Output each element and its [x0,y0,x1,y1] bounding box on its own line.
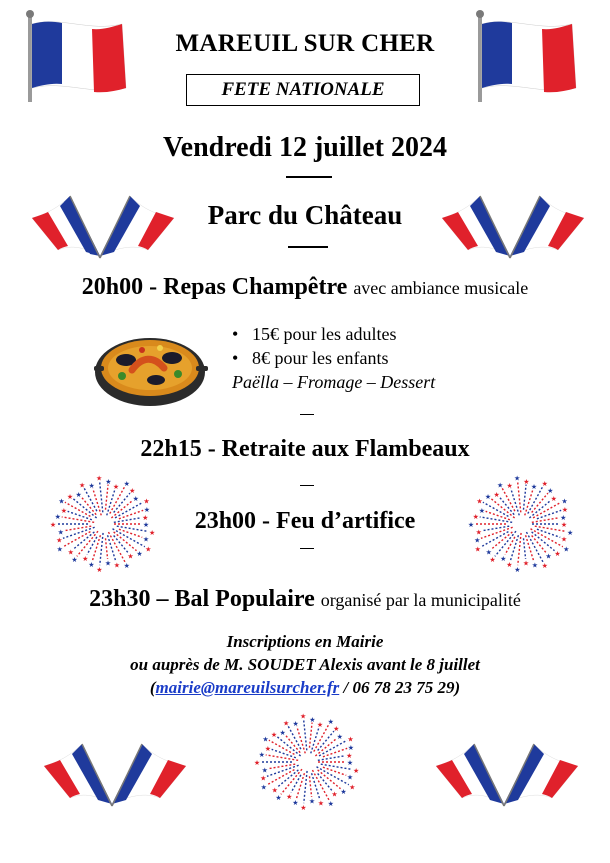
svg-text:★: ★ [530,482,538,491]
svg-text:★: ★ [71,556,78,565]
svg-text:★: ★ [476,497,483,506]
svg-text:★: ★ [506,482,513,491]
svg-text:★: ★ [56,536,63,545]
svg-text:★: ★ [541,562,548,571]
svg-text:★: ★ [567,529,574,538]
svg-text:★: ★ [57,528,64,537]
svg-text:★: ★ [82,554,89,563]
svg-text:★: ★ [554,550,561,559]
svg-text:★: ★ [493,490,500,499]
svg-text:★: ★ [514,474,521,483]
svg-text:★: ★ [260,783,267,792]
svg-text:★: ★ [349,783,356,792]
svg-text:★: ★ [253,759,261,767]
svg-text:★: ★ [484,493,492,502]
svg-text:★: ★ [75,490,82,499]
svg-text:★: ★ [560,535,568,544]
svg-text:★: ★ [346,759,354,767]
svg-text:★: ★ [54,513,61,522]
price-item: • 15€ pour les adultes [232,322,396,346]
svg-text:★: ★ [60,507,68,516]
svg-text:★: ★ [260,774,267,783]
svg-text:★: ★ [327,717,334,726]
event-extra: organisé par la municipalité [320,590,521,610]
svg-text:★: ★ [346,752,353,761]
fireworks-icon [252,712,364,820]
svg-text:★: ★ [271,786,278,795]
svg-text:★: ★ [49,521,57,529]
svg-text:★: ★ [96,474,103,483]
phone: / 06 78 23 75 29) [339,678,461,697]
event-item [0,508,610,538]
svg-text:★: ★ [56,545,63,554]
svg-text:★: ★ [112,482,120,491]
divider [300,548,314,549]
svg-text:★: ★ [292,720,299,729]
svg-text:★: ★ [88,560,95,569]
svg-text:★: ★ [497,481,504,490]
svg-text:★: ★ [275,794,282,803]
svg-text:★: ★ [96,565,103,574]
svg-text:★: ★ [331,790,338,799]
svg-text:★: ★ [142,521,150,529]
svg-text:★: ★ [142,514,149,523]
event-item [0,274,610,301]
svg-text:★: ★ [475,528,482,537]
svg-text:★: ★ [561,506,569,515]
crossed-flags-icon [432,736,582,816]
crossed-flags-icon [40,736,190,816]
svg-text:★: ★ [286,792,293,801]
svg-text:★: ★ [317,799,325,808]
svg-text:★: ★ [531,561,539,570]
event-item [0,436,610,463]
divider [300,414,314,415]
svg-text:★: ★ [262,735,269,744]
svg-text:★: ★ [500,554,507,563]
svg-text:★: ★ [561,497,568,506]
svg-text:★: ★ [308,797,316,806]
svg-text:★: ★ [261,766,268,775]
svg-text:★: ★ [560,521,568,529]
event-item [0,586,610,613]
svg-text:★: ★ [258,751,265,760]
svg-text:★: ★ [123,562,130,571]
svg-text:★: ★ [347,744,355,753]
svg-text:★: ★ [264,745,272,754]
svg-text:★: ★ [143,497,150,506]
svg-text:★: ★ [560,514,567,523]
svg-text:★: ★ [300,803,307,812]
svg-text:★: ★ [129,487,136,496]
event-date: Vendredi 12 juillet 2024 [163,132,447,163]
svg-text:★: ★ [541,479,548,488]
svg-text:★: ★ [474,536,481,545]
svg-text:★: ★ [270,731,278,740]
svg-text:★: ★ [478,507,486,516]
price-item: • 8€ pour les enfants [232,346,396,370]
event-time-title: 23h00 - Feu d’artifice [194,508,416,534]
svg-text:★: ★ [104,559,112,568]
svg-text:★: ★ [514,565,521,574]
svg-text:★: ★ [485,548,492,557]
svg-text:★: ★ [340,788,347,797]
svg-text:★: ★ [66,493,74,502]
svg-text:★: ★ [545,552,552,561]
event-time-title: 23h30 – Bal Populaire [89,586,315,612]
divider [288,246,328,248]
event-subtitle: FETE NATIONALE [186,74,420,106]
svg-text:★: ★ [347,735,354,744]
svg-text:★: ★ [333,725,340,734]
price-list [232,322,396,370]
svg-text:★: ★ [472,513,479,522]
menu-text: Paëlla – Fromage – Dessert [232,372,436,392]
svg-text:★: ★ [283,719,290,728]
svg-text:★: ★ [142,535,150,544]
svg-text:★: ★ [136,550,143,559]
svg-text:★: ★ [123,479,130,488]
divider [300,485,314,486]
svg-text:★: ★ [523,477,530,486]
page-title: MAREUIL SUR CHER [175,30,435,57]
contact-line: (mairie@mareuilsurcher.fr / 06 78 23 75 29) [149,678,461,697]
event-time-title: 20h00 - Repas Champêtre [81,274,348,300]
svg-text:★: ★ [88,482,95,491]
svg-text:★: ★ [353,767,360,776]
registration-info [0,630,610,699]
svg-text:★: ★ [522,559,530,568]
email-link[interactable]: mairie@mareuilsurcher.fr [155,678,340,697]
svg-text:★: ★ [346,773,354,782]
svg-text:★: ★ [58,497,65,506]
svg-text:★: ★ [547,487,554,496]
svg-text:★: ★ [316,720,324,729]
svg-text:★: ★ [563,545,570,554]
svg-text:★: ★ [309,715,316,724]
svg-text:★: ★ [336,732,343,741]
venue: Parc du Château [207,200,403,230]
svg-text:★: ★ [105,477,112,486]
svg-text:★: ★ [474,545,481,554]
svg-text:★: ★ [113,561,121,570]
svg-text:★: ★ [143,506,151,515]
svg-text:★: ★ [145,545,152,554]
info-line: Inscriptions en Mairie [226,632,384,651]
svg-text:★: ★ [292,798,299,807]
svg-text:★: ★ [300,712,307,721]
svg-text:★: ★ [67,548,74,557]
svg-text:★: ★ [467,521,475,529]
event-extra: avec ambiance musicale [353,278,529,298]
svg-text:★: ★ [127,552,134,561]
divider [286,176,332,178]
svg-text:★: ★ [327,800,334,809]
svg-text:★: ★ [550,494,557,503]
event-time-title: 22h15 - Retraite aux Flambeaux [140,436,470,462]
svg-text:★: ★ [132,494,139,503]
svg-text:★: ★ [79,481,86,490]
svg-text:★: ★ [149,529,156,538]
svg-text:★: ★ [489,556,496,565]
info-line: ou auprès de M. SOUDET Alexis avant le 8 juillet [130,655,480,674]
svg-text:★: ★ [506,560,513,569]
svg-text:★: ★ [279,728,286,737]
paella-icon [92,322,210,410]
